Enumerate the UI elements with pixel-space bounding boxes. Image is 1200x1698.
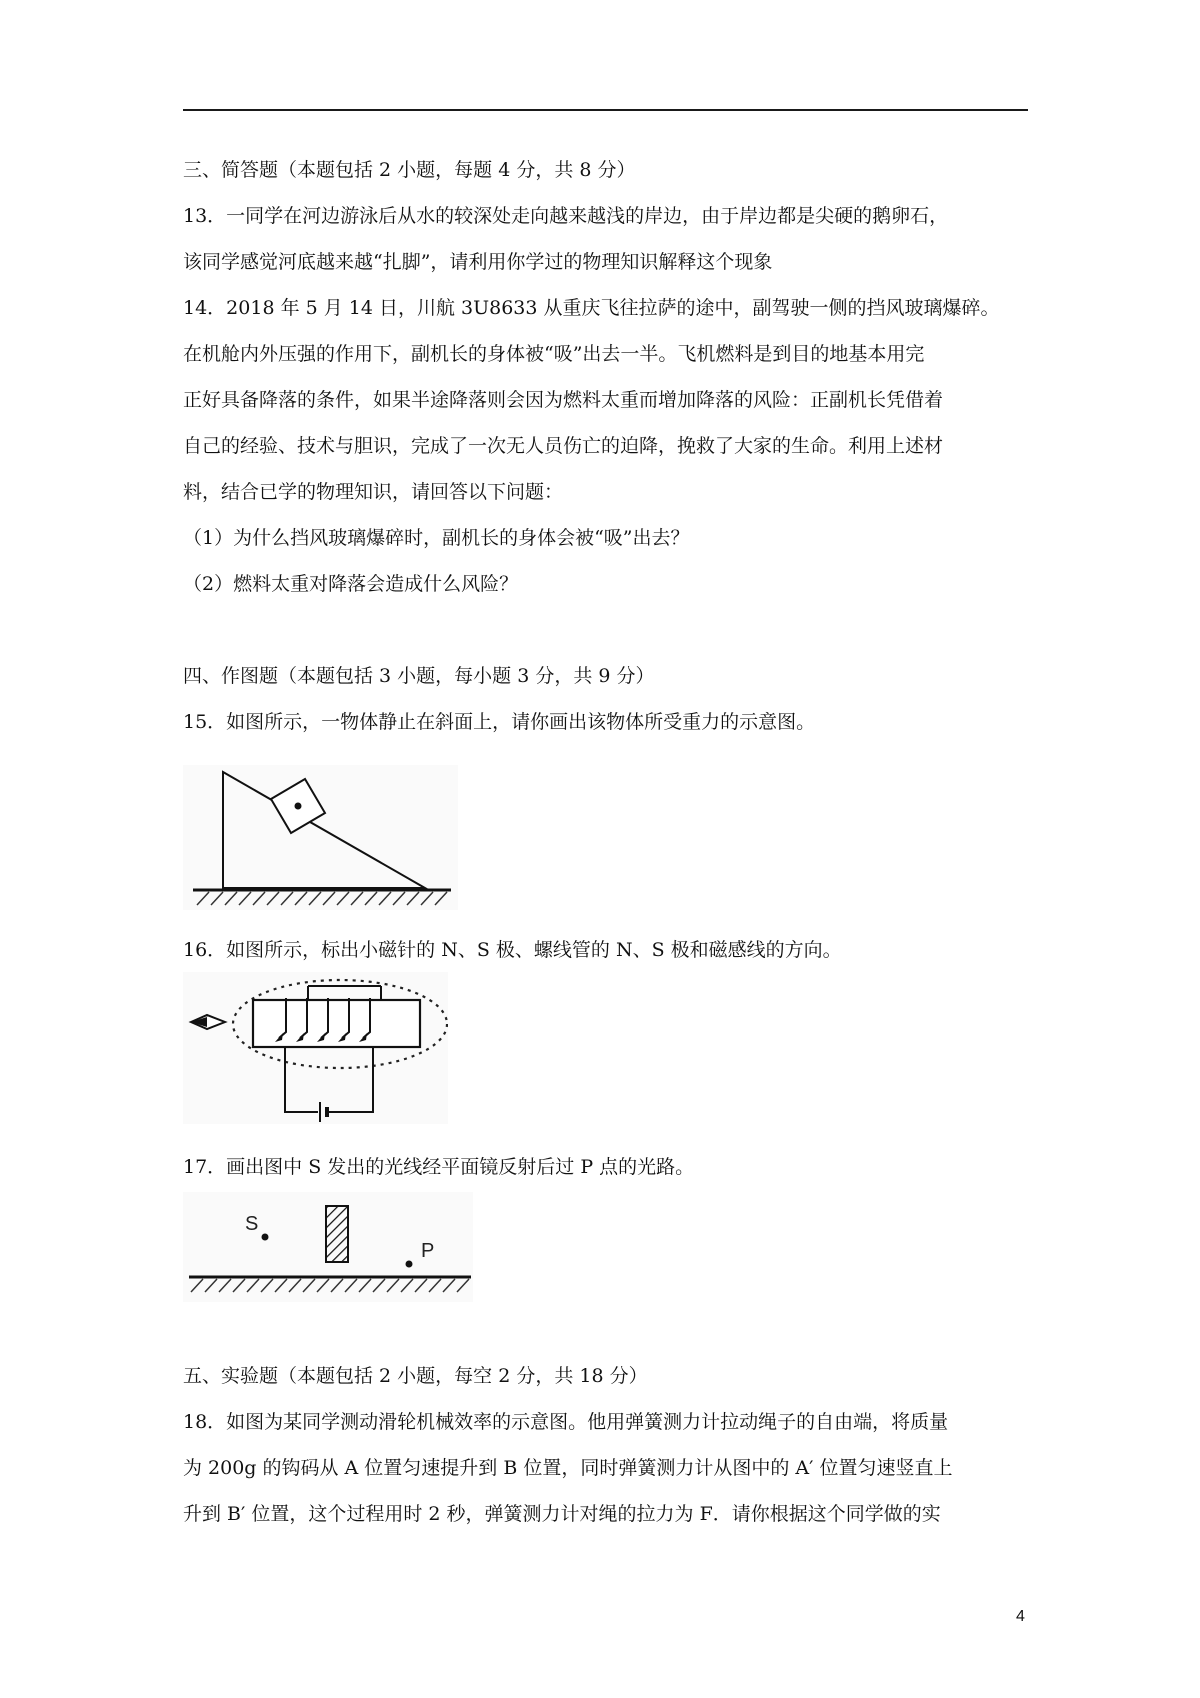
q14-line-3: 正好具备降落的条件，如果半途降落则会因为燃料太重而增加降落的风险：正副机长凭借着 [183,389,944,411]
point-p-label: P [421,1240,435,1262]
q14-line-4: 自己的经验、技术与胆识，完成了一次无人员伤亡的迫降，挽救了大家的生命。利用上述材 [183,435,944,457]
section3-heading: 三、简答题（本题包括 2 小题，每题 4 分，共 8 分） [183,159,636,181]
q13-line-1: 13．一同学在河边游泳后从水的较深处走向越来越浅的岸边，由于岸边都是尖硬的鹅卵石， [183,205,949,227]
page-number: 4 [1016,1608,1025,1625]
q14-line-5: 料，结合已学的物理知识，请回答以下问题： [183,481,564,503]
section5-heading: 五、实验题（本题包括 2 小题，每空 2 分，共 18 分） [183,1365,648,1387]
q14-sub-1: （1）为什么挡风玻璃爆碎时，副机长的身体会被“吸”出去？ [183,527,690,549]
mirror-figure [183,1192,473,1302]
q18-line-1: 18．如图为某同学测动滑轮机械效率的示意图。他用弹簧测力计拉动绳子的自由端，将质量 [183,1411,949,1433]
section4-heading: 四、作图题（本题包括 3 小题，每小题 3 分，共 9 分） [183,665,655,687]
q14-sub-2: （2）燃料太重对降落会造成什么风险？ [183,573,519,595]
q16-text: 16．如图所示，标出小磁针的 N、S 极、螺线管的 N、S 极和磁感线的方向。 [183,939,842,961]
point-s-label: S [245,1213,259,1235]
q14-line-2: 在机舱内外压强的作用下，副机长的身体被“吸”出去一半。飞机燃料是到目的地基本用完 [183,343,925,365]
plane-mirror [326,1206,348,1262]
q15-text: 15．如图所示，一物体静止在斜面上，请你画出该物体所受重力的示意图。 [183,711,816,733]
q13-line-2: 该同学感觉河底越来越“扎脚”，请利用你学过的物理知识解释这个现象 [183,251,773,273]
point-s-dot [262,1234,269,1241]
solenoid-figure [183,972,448,1124]
center-of-gravity-dot [295,803,302,810]
header-rule [183,109,1028,111]
incline-figure [183,765,458,910]
q14-line-1: 14．2018 年 5 月 14 日，川航 3U8633 从重庆飞往拉萨的途中，副驾驶一侧的挡风玻璃爆碎。 [183,297,1000,319]
q17-text: 17．画出图中 S 发出的光线经平面镜反射后过 P 点的光路。 [183,1156,695,1178]
point-p-dot [406,1261,413,1268]
q18-line-2: 为 200g 的钩码从 A 位置匀速提升到 B 位置，同时弹簧测力计从图中的 A′ 位置匀速竖直上 [183,1457,953,1479]
q18-line-3: 升到 B′ 位置，这个过程用时 2 秒，弹簧测力计对绳的拉力为 F．请你根据这个同学做的实 [183,1503,941,1525]
